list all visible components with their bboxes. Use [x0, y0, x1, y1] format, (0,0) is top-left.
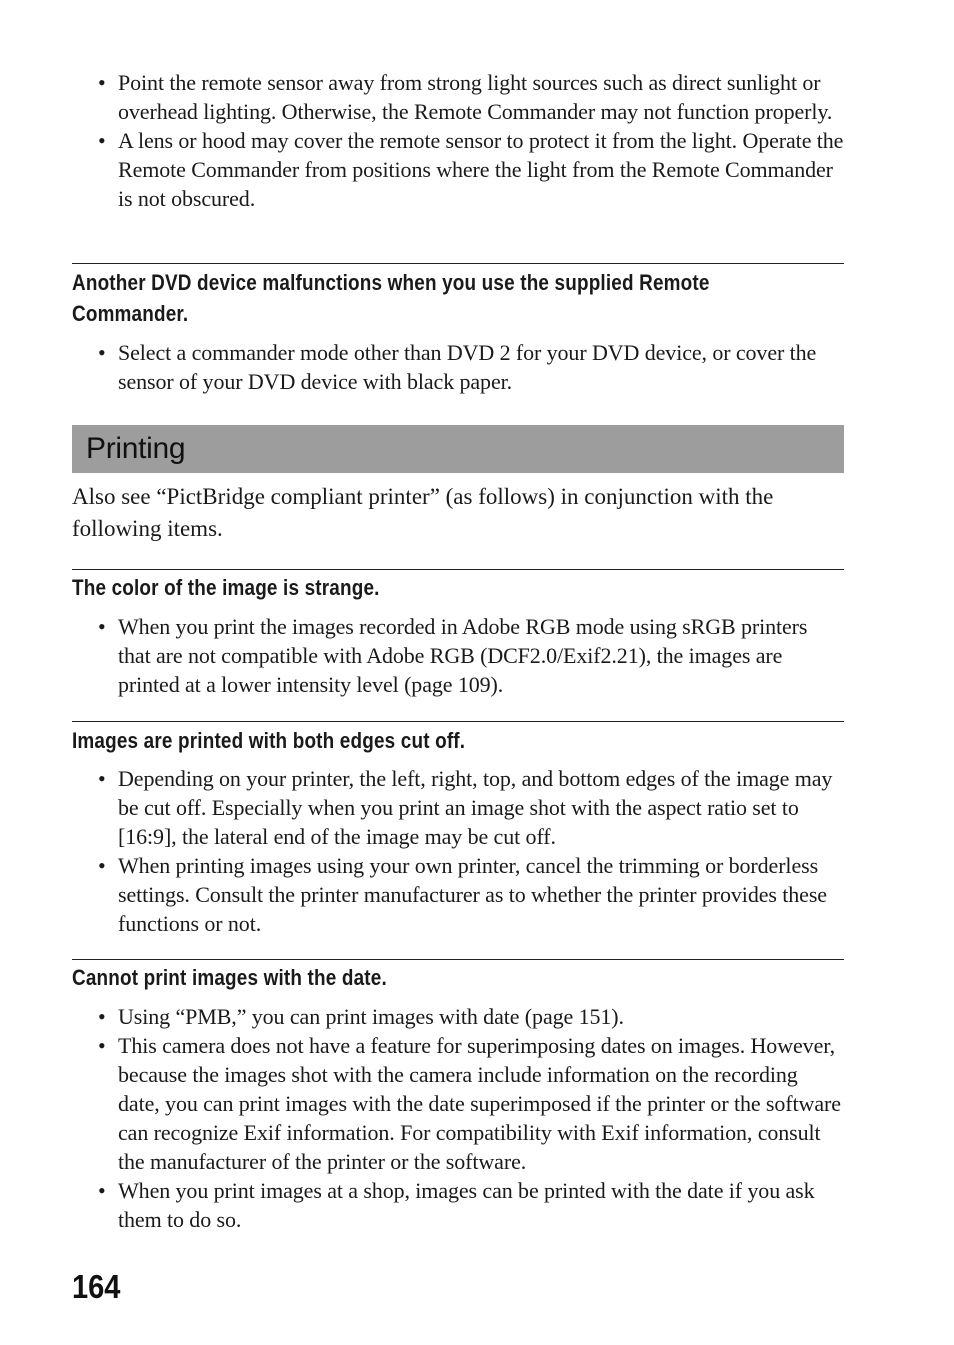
divider — [72, 569, 844, 570]
section-title: Printing — [86, 432, 186, 465]
bullet-icon: • — [98, 614, 106, 639]
list-item: • Depending on your printer, the left, right, top, and bottom edges of the image may be cut off. Especially when you print an image shot with the aspect ratio set to [16:9], the lateral end of the image may be cut off. — [98, 766, 833, 849]
section-intro: Also see “PictBridge compliant printer” (as follows) in conjunction with the following items. — [72, 484, 774, 541]
divider — [72, 263, 844, 264]
section-title-bar — [72, 425, 844, 473]
divider — [72, 721, 844, 722]
list-item: • When you print images at a shop, images can be printed with the date if you ask them to do so. — [98, 1178, 815, 1232]
dvd-bullet-list — [72, 338, 844, 396]
dvd-section-heading: Another DVD device malfunctions when you use the supplied Remote Commander. — [72, 270, 710, 326]
color-section-heading: The color of the image is strange. — [72, 575, 380, 600]
bullet-icon: • — [98, 1178, 106, 1203]
bullet-icon: • — [98, 70, 106, 95]
date-bullet-list — [72, 1002, 844, 1234]
bullet-icon: • — [98, 1033, 106, 1058]
page-number: 164 — [72, 1268, 121, 1305]
color-bullet-list — [72, 612, 844, 699]
list-item: • This camera does not have a feature for superimposing dates on images. However, because the images shot with the camera include information on the recording date, you can print images with the date superimposed if the printer or the software can recognize Exif information. For compatibility with Exif information, consult the manufacturer of the printer or the software. — [98, 1033, 841, 1174]
date-section-heading: Cannot print images with the date. — [72, 965, 387, 990]
list-item: • Using “PMB,” you can print images with date (page 151). — [98, 1004, 624, 1029]
list-item: • Point the remote sensor away from strong light sources such as direct sunlight or overhead lighting. Otherwise, the Remote Commander may not function properly. — [98, 70, 833, 124]
edges-section-heading: Images are printed with both edges cut off. — [72, 728, 466, 753]
top-bullet-list — [72, 68, 844, 213]
bullet-icon: • — [98, 340, 106, 365]
bullet-icon: • — [98, 766, 106, 791]
bullet-icon: • — [98, 128, 106, 153]
bullet-icon: • — [98, 1004, 106, 1029]
list-item: • A lens or hood may cover the remote sensor to protect it from the light. Operate the Remote Commander from positions where the light from the Remote Commander is not obscured. — [98, 128, 844, 211]
list-item: • When you print the images recorded in Adobe RGB mode using sRGB printers that are not compatible with Adobe RGB (DCF2.0/Exif2.21), the images are printed at a lower intensity level (page 109). — [98, 614, 808, 697]
list-item: • Select a commander mode other than DVD 2 for your DVD device, or cover the sensor of your DVD device with black paper. — [98, 340, 817, 394]
bullet-icon: • — [98, 853, 106, 878]
edges-bullet-list — [72, 764, 844, 938]
divider — [72, 959, 844, 960]
list-item: • When printing images using your own printer, cancel the trimming or borderless settings. Consult the printer manufacturer as to whether the printer provides these functions or not. — [98, 853, 827, 936]
